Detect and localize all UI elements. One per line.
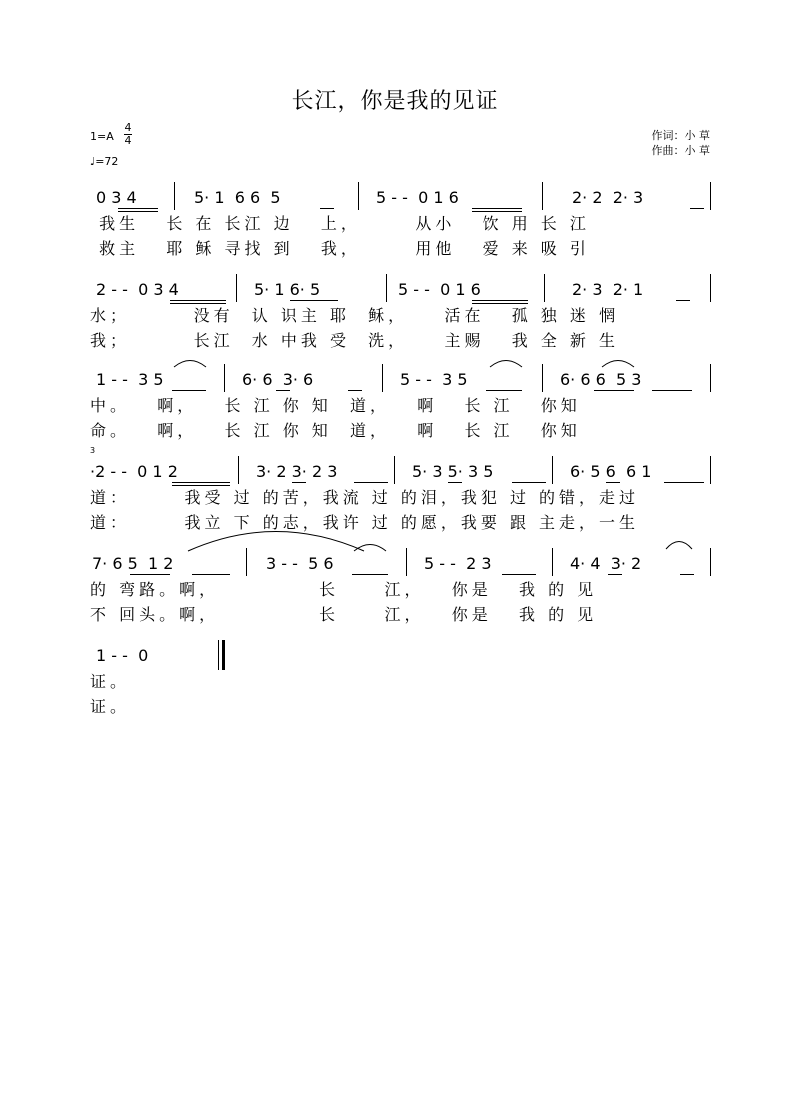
measure: 5· 1 6 6 5 — [194, 188, 281, 207]
time-sig-top: 4 — [124, 121, 132, 134]
lyric-verse-1: 证。 — [90, 672, 131, 691]
lyric-verse-1: 中。 啊， 长 江 你 知 道， 啊 长 江 你知 — [90, 396, 581, 415]
key-signature: 1=A — [90, 130, 114, 143]
measure: 1 - - 3 5 — [96, 370, 164, 389]
lyric-verse-1: 我生 长 在 长江 边 上， 从小 饮 用 长 江 — [90, 214, 590, 233]
measure: 6· 5 6 6 1 — [570, 462, 652, 481]
measure: 4· 4 3· 2 — [570, 554, 642, 573]
measure: 6· 6 3· 6 — [242, 370, 314, 389]
measure: 2· 2 2· 3 — [572, 188, 644, 207]
measure: 3· 2 3· 2 3 — [256, 462, 338, 481]
measure: 2· 3 2· 1 — [572, 280, 644, 299]
lyric-verse-2: 命。 啊， 长 江 你 知 道， 啊 长 江 你知 — [90, 421, 581, 440]
lyric-verse-2: 道： 我立 下 的志，我许 过 的愿，我要 跟 主走，一生 — [90, 513, 640, 532]
lyricist: 作词：小 草 — [651, 129, 710, 142]
lyric-verse-2: 我； 长江 水 中我 受 洗， 主赐 我 全 新 生 — [90, 331, 619, 350]
measure-number: 3 — [90, 446, 96, 455]
score-row-3 — [86, 366, 712, 446]
credits — [652, 128, 711, 158]
measure: 5 - - 0 1 6 — [398, 280, 481, 299]
song-title: 长江，你是我的见证 — [291, 89, 499, 114]
lyric-verse-1: 水； 没有 认 识主 耶 稣， 活在 孤 独 迷 惘 — [90, 306, 619, 325]
score-row-4 — [86, 446, 712, 538]
time-signature — [124, 122, 132, 147]
score-row-1 — [86, 184, 712, 264]
composer: 作曲：小 草 — [651, 144, 710, 157]
tempo-marking: ♩=72 — [90, 155, 119, 168]
score-row-6 — [86, 642, 712, 722]
measure: 5· 1 6· 5 — [254, 280, 321, 299]
measure: 5 - - 3 5 — [400, 370, 468, 389]
measure: 3 - - 5 6 — [266, 554, 334, 573]
slur — [186, 526, 366, 552]
lyric-verse-1: 的 弯路。啊， 长 江， 你是 我 的 见 — [90, 580, 598, 599]
lyric-verse-2: 救主 耶 稣 寻找 到 我， 用他 爱 来 吸 引 — [90, 239, 590, 258]
score-row-2 — [86, 276, 712, 356]
measure: 1 - - 0 — [96, 646, 149, 665]
measure: 6· 6 6 5 3 — [560, 370, 642, 389]
measure: 0 3 4 — [96, 188, 137, 207]
lyric-verse-2: 不 回头。啊， 长 江， 你是 我 的 见 — [90, 605, 598, 624]
lyric-verse-2: 证。 — [90, 697, 131, 716]
lyric-verse-1: 道： 我受 过 的苦，我流 过 的泪，我犯 过 的错，走过 — [90, 488, 640, 507]
slur — [664, 536, 694, 550]
measure: ·2 - - 0 1 2 — [90, 462, 178, 481]
time-sig-bottom: 4 — [124, 134, 132, 147]
measure: 5 - - 2 3 — [424, 554, 492, 573]
measure: 5 - - 0 1 6 — [376, 188, 459, 207]
measure: 5· 3 5· 3 5 — [412, 462, 494, 481]
measure: 2 - - 0 3 4 — [96, 280, 179, 299]
score-row-5 — [86, 550, 712, 630]
measure: 7· 6 5 1 2 — [92, 554, 174, 573]
